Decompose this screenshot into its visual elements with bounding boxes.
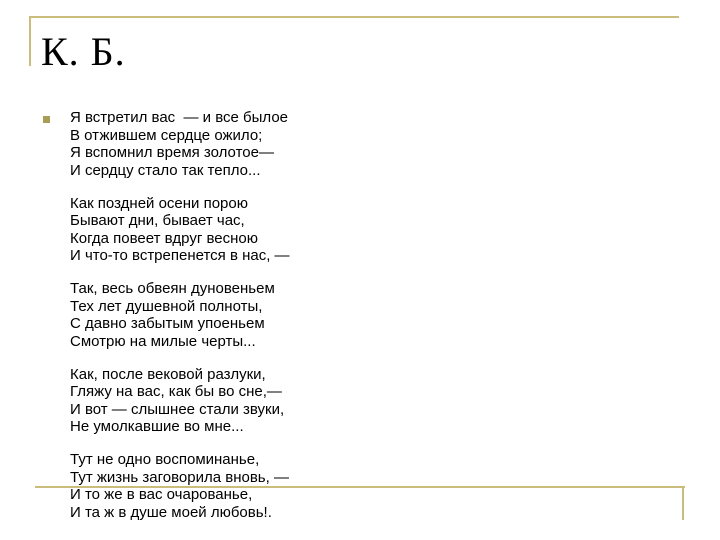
frame-right-line xyxy=(682,486,684,520)
poem-line: Я встретил вас — и все былое xyxy=(70,109,289,126)
poem-line: И та ж в душе моей любовь!. xyxy=(70,503,272,521)
poem-line: С давно забытым упоеньем xyxy=(70,315,265,332)
stanza xyxy=(70,451,530,521)
stanza xyxy=(70,280,530,350)
square-bullet-icon xyxy=(43,116,50,123)
poem-line: Тут не одно воспоминанье, xyxy=(70,451,260,468)
poem-line: Гляжу на вас, как бы во сне,— xyxy=(70,383,282,400)
poem-line: Тут жизнь заговорила вновь, — xyxy=(70,468,289,486)
poem-line: И что-то встрепенется в нас, — xyxy=(70,247,290,264)
slide-title: К. Б. xyxy=(41,29,126,74)
poem-line: И то же в вас очарованье, xyxy=(70,486,253,503)
poem-line: В отжившем сердце ожило; xyxy=(70,126,263,144)
poem-line: Я вспомнил время золотое— xyxy=(70,144,274,161)
poem-line: Смотрю на милые черты... xyxy=(70,332,256,350)
poem-line: Не умолкавшие во мне... xyxy=(70,418,244,435)
poem-line: Как поздней осени порою xyxy=(70,194,248,212)
stanza xyxy=(70,109,530,179)
stanza xyxy=(70,195,530,265)
poem-line: Бывают дни, бывает час, xyxy=(70,212,245,229)
poem-line: Тех лет душевной полноты, xyxy=(70,297,263,315)
frame-top-line xyxy=(29,16,679,18)
poem-line: Как, после вековой разлуки, xyxy=(70,365,266,383)
poem-body xyxy=(70,109,530,537)
frame-left-line xyxy=(29,16,31,66)
poem-line: Когда повеет вдруг весною xyxy=(70,229,259,247)
poem-line: И сердцу стало так тепло... xyxy=(70,161,261,179)
stanza xyxy=(70,366,530,436)
poem-line: Так, весь обвеян дуновеньем xyxy=(70,280,275,297)
poem-line: И вот — слышнее стали звуки, xyxy=(70,400,285,418)
